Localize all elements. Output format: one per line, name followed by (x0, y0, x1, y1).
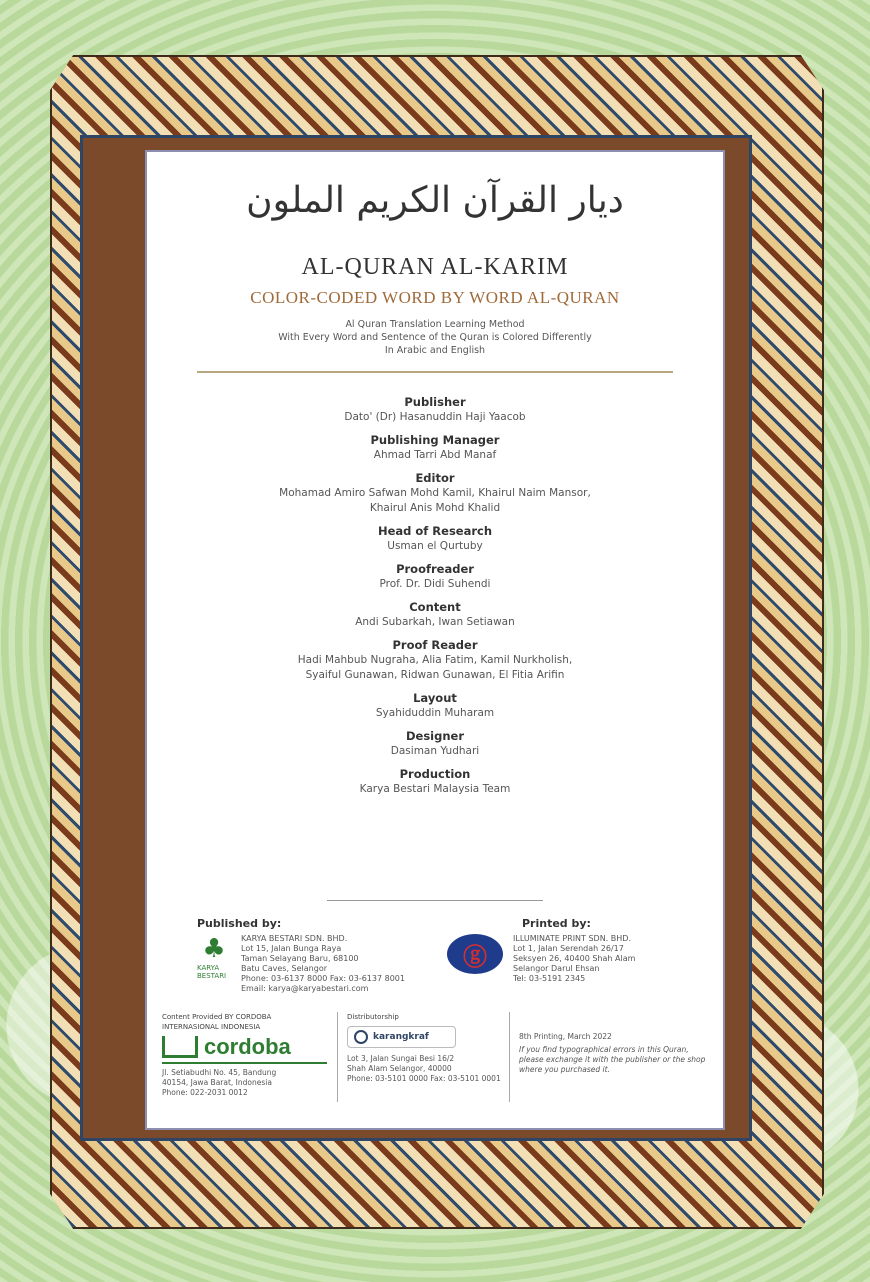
distributor-line: Lot 3, Jalan Sungai Besi 16/2 (347, 1054, 455, 1063)
publisher-line: Email: karya@karyabestari.com (241, 984, 369, 993)
content-provider-block (162, 1012, 327, 1098)
credit-production (167, 766, 703, 797)
publisher-line: KARYA BESTARI SDN. BHD. (241, 934, 348, 943)
title-page (145, 150, 725, 1130)
credit-name: Khairul Anis Mohd Khalid (369, 502, 501, 514)
divider (337, 1012, 338, 1102)
credit-name: Syaiful Gunawan, Ridwan Gunawan, El Fitia Arifin (305, 669, 565, 681)
edition-block (519, 1032, 709, 1075)
printer-line: Lot 1, Jalan Serendah 26/17 (513, 944, 624, 953)
edition-notice: If you find typographical errors in this Quran, please exchange it with the publisher or the shop where you purchased it. (519, 1045, 706, 1074)
content-provider-line: 40154, Jawa Barat, Indonesia (162, 1078, 272, 1087)
page-subtitle: COLOR-CODED WORD BY WORD AL-QURAN (250, 288, 620, 307)
credit-role: Head of Research (377, 524, 493, 538)
distributor-line: Shah Alam Selangor, 40000 (347, 1064, 452, 1073)
publisher-line: Lot 15, Jalan Bunga Raya (241, 944, 342, 953)
description-line: With Every Word and Sentence of the Quran is Colored Differently (278, 332, 592, 343)
distributor-line: Phone: 03-5101 0000 Fax: 03-5101 0001 (347, 1074, 501, 1083)
credit-editor (167, 470, 703, 516)
credit-content (167, 599, 703, 630)
karangkraf-mark-icon (354, 1030, 368, 1044)
printed-by-heading: Printed by: (522, 917, 591, 930)
credit-designer (167, 728, 703, 759)
credit-role: Production (399, 767, 471, 781)
edition-line: 8th Printing, March 2022 (519, 1032, 612, 1041)
printed-by-block (447, 917, 635, 984)
credit-head-of-research (167, 523, 703, 554)
credit-name: Syahiduddin Muharam (375, 707, 495, 719)
published-by-heading: Published by: (197, 917, 282, 930)
credit-role: Editor (415, 471, 455, 485)
publisher-logo-icon: ♣ (202, 934, 226, 964)
credit-role: Publishing Manager (370, 433, 500, 447)
description-line: Al Quran Translation Learning Method (345, 319, 525, 330)
credit-role: Designer (405, 729, 465, 743)
publisher-line: Batu Caves, Selangor (241, 964, 327, 973)
printer-logo-icon: ⓖ (447, 934, 503, 974)
credit-name: Mohamad Amiro Safwan Mohd Kamil, Khairul Naim Mansor, (279, 487, 591, 499)
credit-role: Proof Reader (392, 638, 478, 652)
divider (509, 1012, 510, 1102)
credit-proof-reader (167, 637, 703, 683)
arabic-calligraphy: ديار القرآن الكريم الملون (246, 180, 624, 221)
cordoba-wordmark: cordoba (204, 1034, 291, 1059)
distributor-block (347, 1012, 507, 1084)
description-line: In Arabic and English (384, 345, 486, 356)
credit-proofreader (167, 561, 703, 592)
credit-name: Karya Bestari Malaysia Team (359, 783, 511, 795)
publisher-line: Phone: 03-6137 8000 Fax: 03-6137 8001 (241, 974, 405, 983)
credit-role: Layout (413, 691, 457, 705)
publisher-logo (197, 934, 231, 978)
credit-name: Dato' (Dr) Hasanuddin Haji Yaacob (344, 411, 526, 423)
publisher-line: Taman Selayang Baru, 68100 (241, 954, 359, 963)
karangkraf-wordmark: karangkraf (373, 1032, 429, 1042)
published-by-block (197, 917, 405, 994)
description (207, 318, 663, 357)
credit-name: Andi Subarkah, Iwan Setiawan (355, 616, 515, 628)
credit-name: Hadi Mahbub Nugraha, Alia Fatim, Kamil Nurkholish, (297, 654, 573, 666)
divider (197, 371, 673, 373)
cordoba-logo (162, 1036, 327, 1064)
distributor-caption: Distributorship (347, 1013, 399, 1021)
credit-publisher (167, 394, 703, 425)
printer-line: Selangor Darul Ehsan (513, 964, 600, 973)
credit-role: Publisher (404, 395, 466, 409)
credit-name: Dasiman Yudhari (390, 745, 480, 757)
printer-line: ILLUMINATE PRINT SDN. BHD. (513, 934, 631, 943)
credit-publishing-manager (167, 432, 703, 463)
content-provider-caption: Content Provided BY CORDOBA INTERNASIONAL INDONESIA (162, 1013, 272, 1031)
content-provider-line: Phone: 022-2031 0012 (162, 1088, 248, 1097)
publisher-logo-text: KARYA BESTARI (197, 964, 227, 980)
content-provider-line: Jl. Setiabudhi No. 45, Bandung (162, 1068, 277, 1077)
divider (327, 900, 543, 901)
page-title: AL-QURAN AL-KARIM (301, 254, 569, 280)
credit-role: Proofreader (396, 562, 474, 576)
credit-name: Ahmad Tarri Abd Manaf (373, 449, 497, 461)
printer-line: Seksyen 26, 40400 Shah Alam (513, 954, 636, 963)
karangkraf-logo (347, 1026, 456, 1048)
cordoba-mark-icon (162, 1036, 198, 1058)
credits-list (167, 394, 703, 804)
credit-name: Usman el Qurtuby (387, 540, 483, 552)
credit-name: Prof. Dr. Didi Suhendi (379, 578, 491, 590)
credit-layout (167, 690, 703, 721)
printer-line: Tel: 03-5191 2345 (513, 974, 586, 983)
credit-role: Content (409, 600, 461, 614)
